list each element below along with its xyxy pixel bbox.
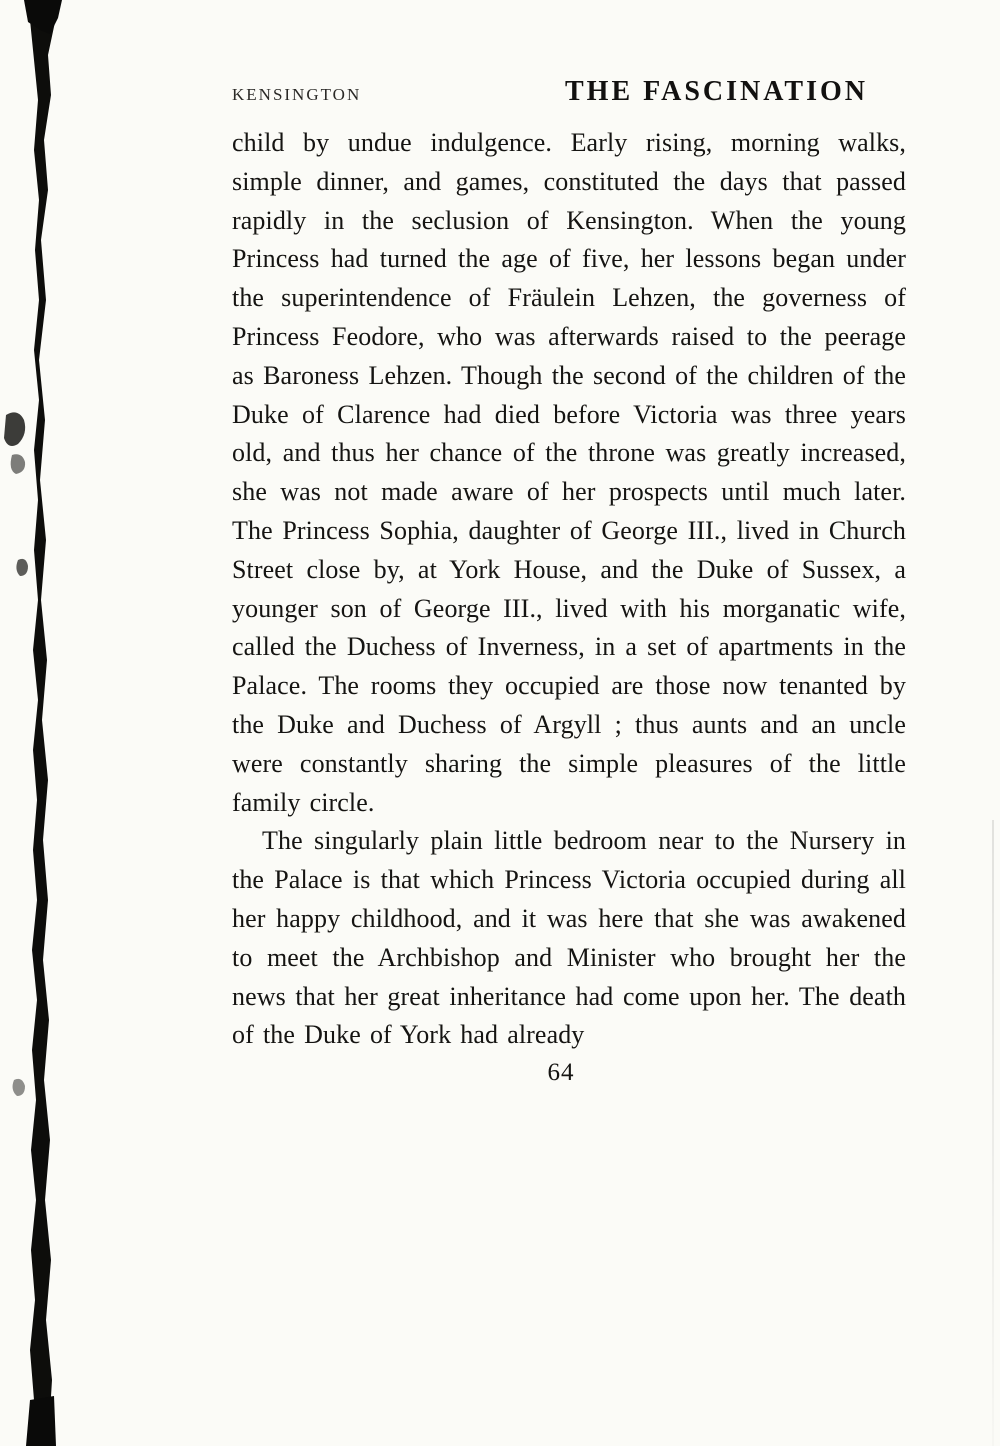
page-number: 64: [547, 1059, 575, 1087]
paragraph: The singularly plain little bedroom near to the Nursery in the Palace is that which Princess Victoria occupied during all her happy childhood, and it was here that she was awakened to meet the Archbishop and Minister who brought her the news that her great inheritance had come upon her. The death of the Duke of York had already: [232, 826, 906, 1050]
page-edge-shadow: [992, 820, 994, 1446]
page-content: [232, 0, 906, 1087]
running-head-title: THE FASCINATION: [564, 76, 868, 107]
running-head-chapter: KENSINGTON: [232, 85, 362, 104]
scan-gutter-artifact: [0, 0, 70, 1446]
paragraph-continuation: child by undue indulgence. Early rising, morning walks, simple dinner, and games, constituted the days that passed rapidly in the seclusion of Kensington. When the young Princess had turned the age of five, her lessons began under the superintendence of Fräulein Lehzen, the governess of Princess Feodore, who was afterwards raised to the peerage as Baroness Lehzen. Though the second of the children of the Duke of Clarence had died before Victoria was three years old, and thus her chance of the throne was greatly increased, she was not made aware of her prospects until much later. The Princess Sophia, daughter of George III., lived in Church Street close by, at York House, and the Duke of Sussex, a younger son of George III., lived with his morganatic wife, called the Duchess of Inverness, in a set of apartments in the Palace. The rooms they occupied are those now tenanted by the Duke and Duchess of Argyll ; thus aunts and an uncle were constantly sharing the simple pleasures of the little family circle.: [232, 128, 906, 817]
running-head: [232, 0, 906, 108]
